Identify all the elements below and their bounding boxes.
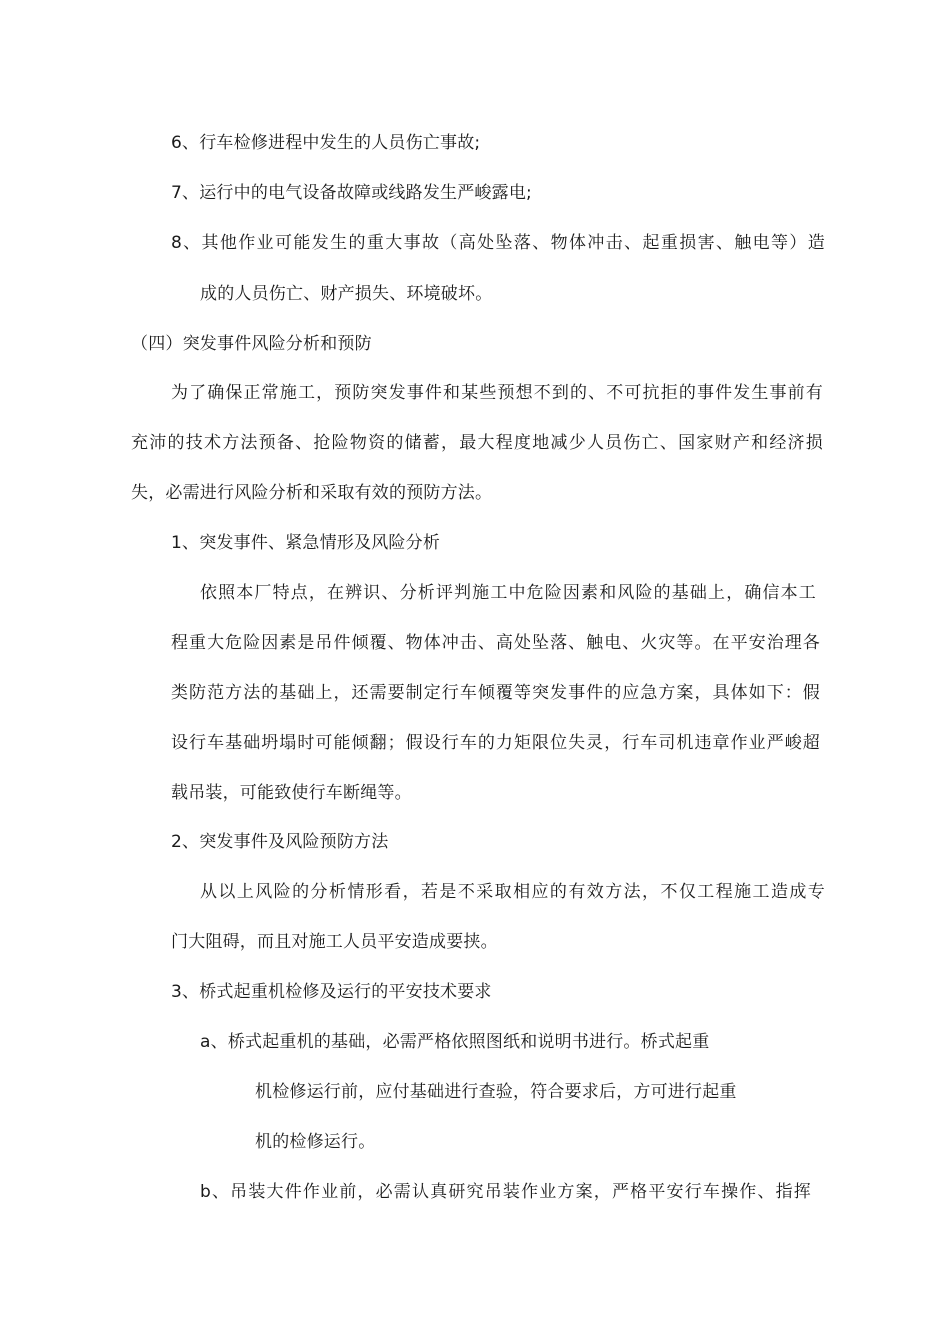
subheading-3: 3、桥式起重机检修及运行的平安技术要求 <box>171 982 492 1002</box>
paragraph-1-line-5: 载吊装，可能致使行车断绳等。 <box>171 783 412 803</box>
paragraph-intro-line-3: 失，必需进行风险分析和采取有效的预防方法。 <box>131 483 493 503</box>
list-item-6: 6、行车检修进程中发生的人员伤亡事故; <box>171 133 481 153</box>
paragraph-1-line-3: 类防范方法的基础上，还需要制定行车倾覆等突发事件的应急方案，具体如下：假 <box>171 683 820 703</box>
section-heading-4: （四）突发事件风险分析和预防 <box>131 334 372 354</box>
paragraph-intro-line-2: 充沛的技术方法预备、抢险物资的储蓄，最大程度地减少人员伤亡、国家财产和经济损 <box>131 433 823 453</box>
item-a-line-1: a、桥式起重机的基础，必需严格依照图纸和说明书进行。桥式起重 <box>200 1032 710 1052</box>
subheading-2: 2、突发事件及风险预防方法 <box>171 832 389 852</box>
paragraph-2-line-1: 从以上风险的分析情形看，若是不采取相应的有效方法，不仅工程施工造成专 <box>200 882 825 902</box>
item-b-line-1: b、吊装大件作业前，必需认真研究吊装作业方案，严格平安行车操作、指挥 <box>200 1182 811 1202</box>
paragraph-1-line-1: 依照本厂特点，在辨识、分析评判施工中危险因素和风险的基础上，确信本工 <box>200 583 816 603</box>
list-item-8-line-2: 成的人员伤亡、财产损失、环境破坏。 <box>200 284 493 304</box>
paragraph-1-line-4: 设行车基础坍塌时可能倾翻；假设行车的力矩限位失灵，行车司机违章作业严峻超 <box>171 733 820 753</box>
item-a-line-2: 机检修运行前，应付基础进行查验，符合要求后，方可进行起重 <box>255 1082 737 1102</box>
paragraph-1-line-2: 程重大危险因素是吊件倾覆、物体冲击、高处坠落、触电、火灾等。在平安治理各 <box>171 633 820 653</box>
subheading-1: 1、突发事件、紧急情形及风险分析 <box>171 533 441 553</box>
item-a-line-3: 机的检修运行。 <box>255 1132 376 1152</box>
paragraph-intro-line-1: 为了确保正常施工，预防突发事件和某些预想不到的、不可抗拒的事件发生事前有 <box>171 383 823 403</box>
list-item-8-line-1: 8、其他作业可能发生的重大事故（高处坠落、物体冲击、起重损害、触电等）造 <box>171 233 825 253</box>
list-item-7: 7、运行中的电气设备故障或线路发生严峻露电; <box>171 183 532 203</box>
paragraph-2-line-2: 门大阻碍，而且对施工人员平安造成要挟。 <box>171 932 498 952</box>
